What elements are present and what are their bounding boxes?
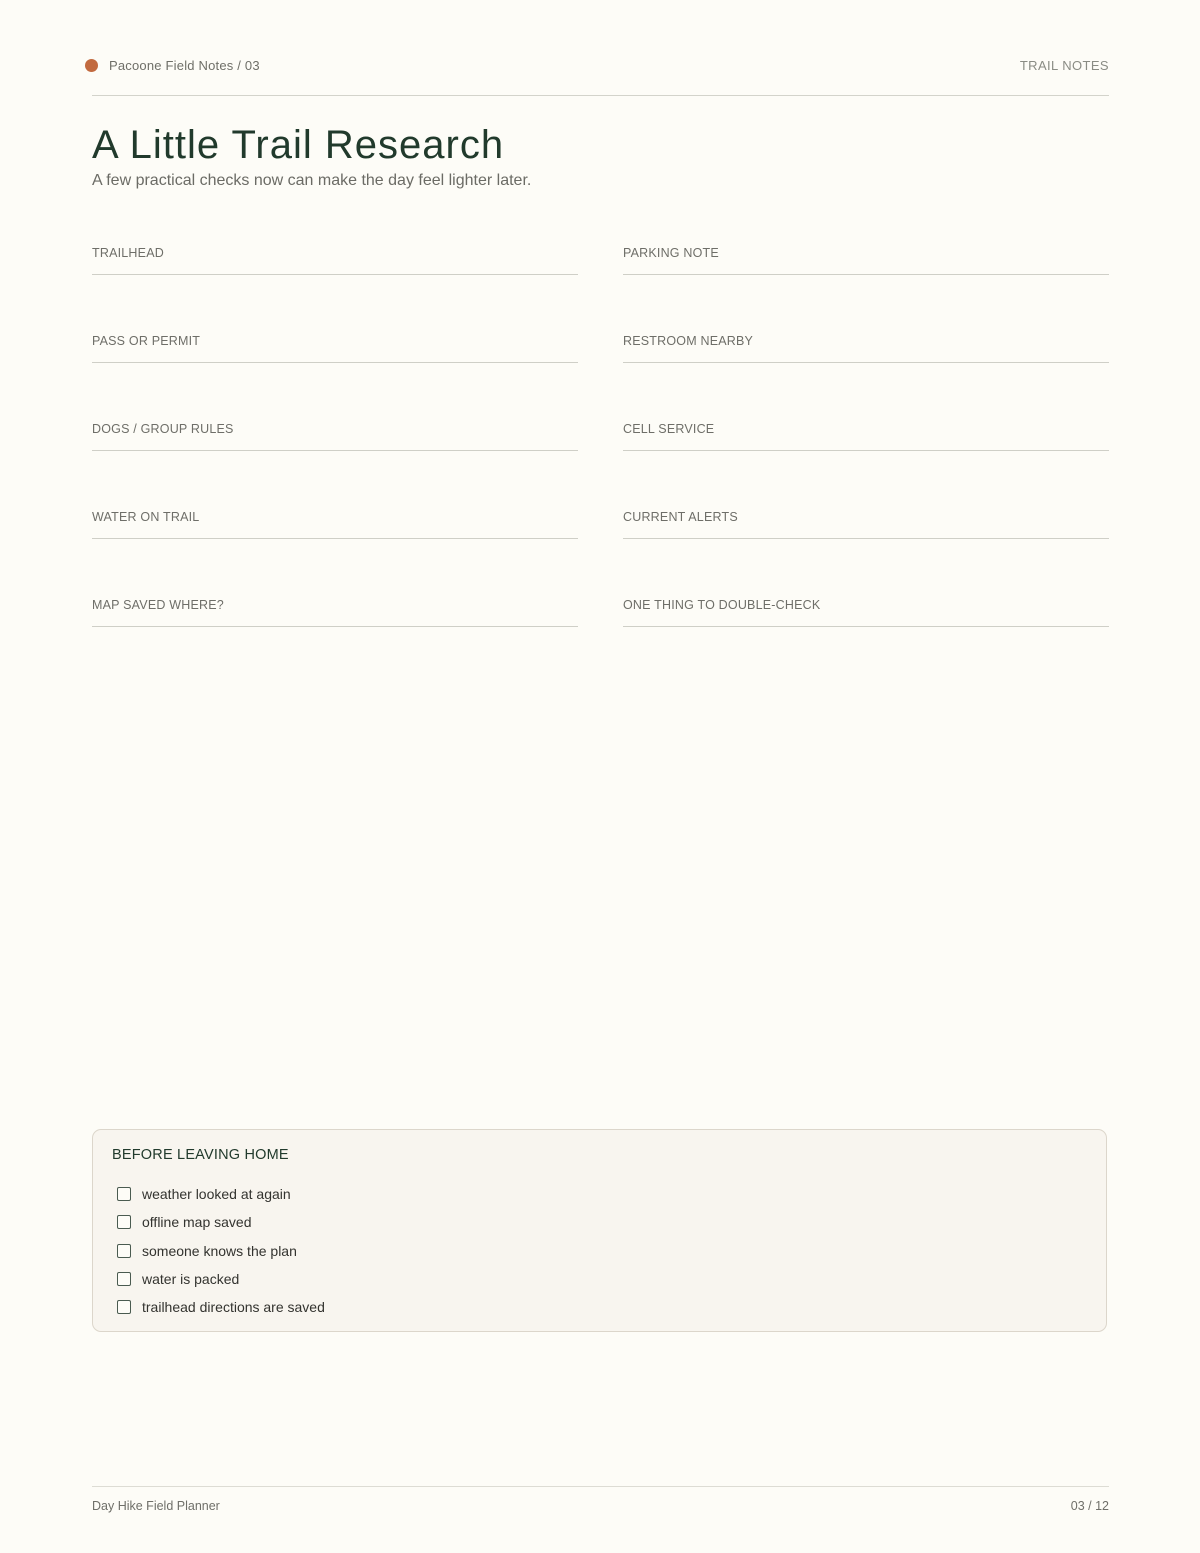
field-pass-or-permit[interactable]: [92, 332, 578, 363]
field-water-on-trail[interactable]: [92, 508, 578, 539]
checklist-item-label: someone knows the plan: [142, 1242, 297, 1259]
checklist-item: [117, 1237, 325, 1265]
checklist-item: [117, 1293, 325, 1321]
checklist-item: [117, 1180, 325, 1208]
page-header: [92, 58, 1109, 80]
field-trailhead[interactable]: [92, 244, 578, 275]
footer-title: Day Hike Field Planner: [92, 1499, 220, 1513]
before-leaving-checklist: [92, 1129, 1107, 1332]
section-label: TRAIL NOTES: [1019, 58, 1109, 73]
checklist-item: [117, 1208, 325, 1236]
checklist-title: BEFORE LEAVING HOME: [112, 1147, 289, 1163]
field-label: TRAILHEAD: [92, 246, 164, 260]
field-label: PARKING NOTE: [623, 246, 719, 260]
page-number: 03 / 12: [1070, 1499, 1109, 1513]
checklist-item-label: weather looked at again: [142, 1186, 291, 1203]
field-parking-note[interactable]: [623, 244, 1109, 275]
checklist-items: [117, 1180, 325, 1321]
field-restroom-nearby[interactable]: [623, 332, 1109, 363]
field-label: WATER ON TRAIL: [92, 510, 200, 524]
brand-label: Pacoone Field Notes / 03: [109, 58, 260, 73]
checklist-item-label: water is packed: [142, 1271, 240, 1288]
page-subtitle: A few practical checks now can make the day feel lighter later.: [92, 172, 532, 189]
field-label: CELL SERVICE: [623, 422, 715, 436]
field-label: CURRENT ALERTS: [623, 510, 738, 524]
brand-dot-icon: [85, 59, 98, 72]
field-label: RESTROOM NEARBY: [623, 334, 754, 348]
checkbox[interactable]: [117, 1244, 131, 1258]
planner-page: [92, 0, 1109, 1553]
brand: [85, 58, 260, 73]
checkbox[interactable]: [117, 1300, 131, 1314]
field-label: DOGS / GROUP RULES: [92, 422, 234, 436]
field-current-alerts[interactable]: [623, 508, 1109, 539]
page-title: A Little Trail Research: [92, 123, 505, 167]
field-double-check[interactable]: [623, 596, 1109, 627]
field-cell-service[interactable]: [623, 420, 1109, 451]
field-dogs-group-rules[interactable]: [92, 420, 578, 451]
checkbox[interactable]: [117, 1215, 131, 1229]
checklist-item-label: offline map saved: [142, 1214, 252, 1231]
header-divider: [92, 95, 1109, 96]
footer-divider: [92, 1486, 1109, 1487]
checkbox[interactable]: [117, 1272, 131, 1286]
checklist-item-label: trailhead directions are saved: [142, 1299, 325, 1316]
field-label: MAP SAVED WHERE?: [92, 598, 224, 612]
research-fields: [92, 244, 1109, 627]
field-label: PASS OR PERMIT: [92, 334, 201, 348]
field-label: ONE THING TO DOUBLE-CHECK: [623, 598, 821, 612]
checkbox[interactable]: [117, 1187, 131, 1201]
field-map-saved-where[interactable]: [92, 596, 578, 627]
checklist-item: [117, 1265, 325, 1293]
